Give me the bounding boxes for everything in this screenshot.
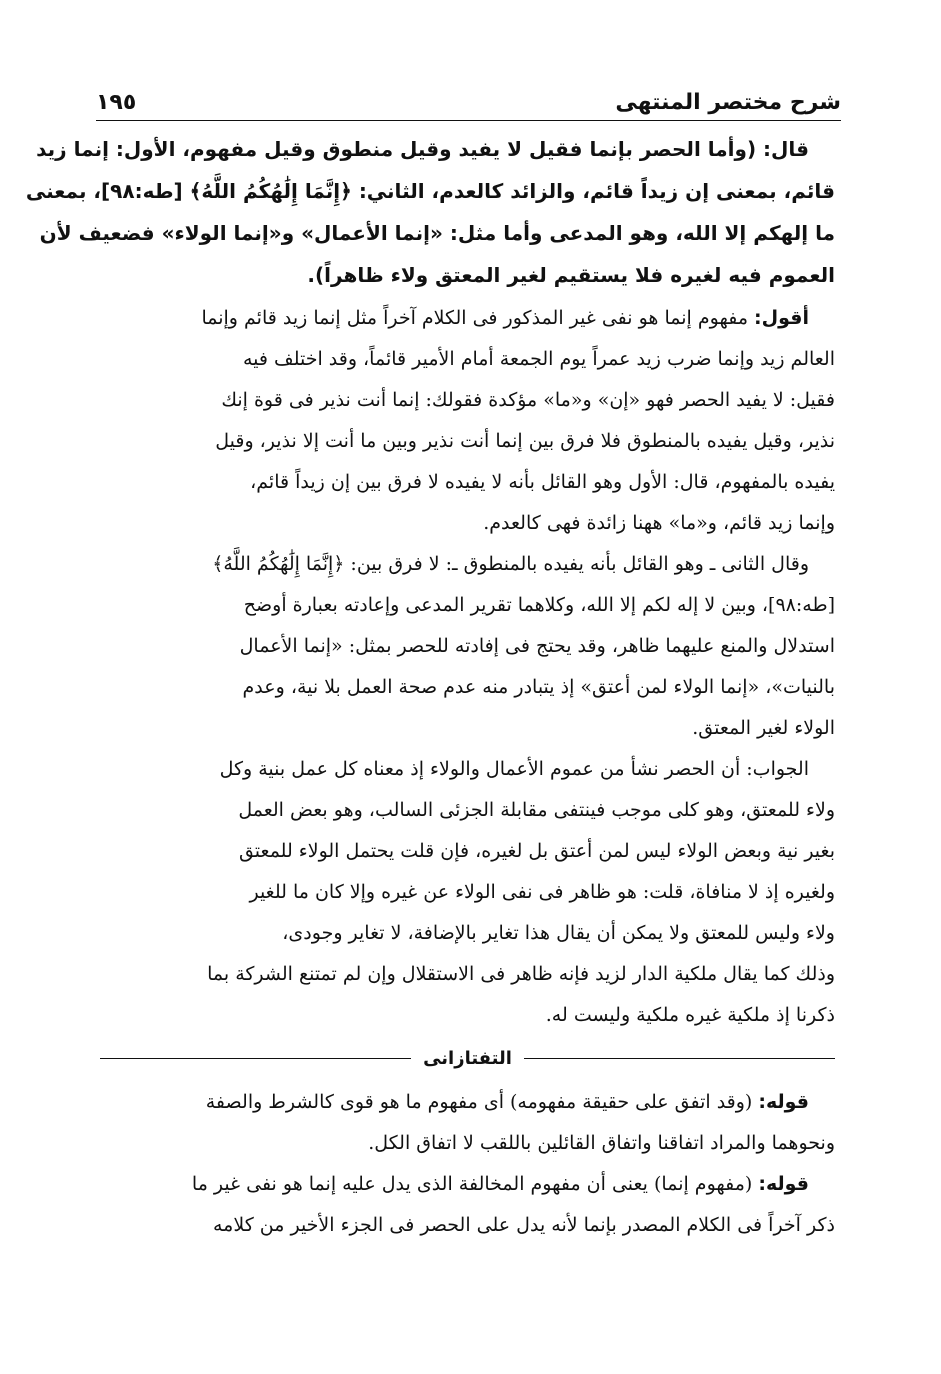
note-text: (مفهوم إنما) يعنى أن مفهوم المخالفة الذى يدل عليه إنما هو نفى غير ما bbox=[191, 1173, 753, 1195]
qawluh-label: قوله: bbox=[758, 1173, 809, 1195]
qawluh-label: قوله: bbox=[758, 1091, 809, 1113]
sharh-line: [طه:٩٨]، وبين لا إله لكم إلا الله، وكلاهما تقرير المدعى وإعادته بعبارة أوضح bbox=[243, 594, 835, 616]
separator-rule bbox=[524, 1058, 835, 1059]
running-title: شرح مختصر المنتهى bbox=[615, 90, 841, 115]
matn-line: العموم فيه لغيره فلا يستقيم لغير المعتق ولاء ظاهراً). bbox=[307, 263, 835, 287]
sharh-line: وذلك كما يقال ملكية الدار لزيد فإنه ظاهر فى الاستقلال وإن لم تمتنع الشركة بما bbox=[207, 963, 835, 985]
matn-line: قال: (وأما الحصر بإنما فقيل لا يفيد وقيل منطوق وقيل مفهوم، الأول: إنما زيد bbox=[36, 137, 809, 161]
sharh-text: مفهوم إنما هو نفى غير المذكور فى الكلام آخراً مثل إنما زيد قائم وإنما bbox=[201, 307, 748, 329]
sharh-line: نذير، وقيل يفيده بالمنطوق فلا فرق بين إنما أنت نذير وبين ما أنت إلا نذير، وقيل bbox=[215, 430, 835, 452]
sharh-paragraph-1 bbox=[100, 298, 835, 544]
aqul-label: أقول: bbox=[754, 307, 809, 329]
sharh-paragraph-2 bbox=[100, 544, 835, 749]
note-line bbox=[100, 1082, 835, 1123]
sharh-line: وإنما زيد قائم، و«ما» ههنا زائدة فهى كالعدم. bbox=[483, 512, 835, 534]
sharh-line: فقيل: لا يفيد الحصر فهو «إن» و«ما» مؤكدة فقولك: إنما أنت نذير فى قوة إنك bbox=[221, 389, 835, 411]
sharh-line bbox=[100, 298, 835, 339]
sharh-paragraph-3 bbox=[100, 749, 835, 1036]
hashiya-notes bbox=[100, 1082, 835, 1246]
sharh-line: العالم زيد وإنما ضرب زيد عمراً يوم الجمعة أمام الأمير قائماً، وقد اختلف فيه bbox=[242, 348, 835, 370]
sharh-line: الولاء لغير المعتق. bbox=[692, 717, 835, 739]
sharh-line: بغير نية وبعض الولاء ليس لمن أعتق بل لغيره، فإن قلت يحتمل الولاء للمعتق bbox=[238, 840, 835, 862]
sharh-line: يفيده بالمفهوم، قال: الأول وهو القائل بأنه لا يفيده لا فرق بين إن زيداً قائم، bbox=[250, 471, 835, 493]
note-text: (وقد اتفق على حقيقة مفهومه) أى مفهوم ما هو قوى كالشرط والصفة bbox=[205, 1091, 753, 1113]
sharh-line: وقال الثانى ـ وهو القائل بأنه يفيده بالمنطوق ـ: لا فرق بين: ﴿إِنَّمَا إِلَٰهُكُمُ اللَّهُ﴾ bbox=[212, 553, 809, 575]
sharh-line: ولاء للمعتق، وهو كلى موجب فينتفى مقابلة الجزئى السالب، وهو بعض العمل bbox=[238, 799, 835, 821]
separator-rule bbox=[100, 1058, 411, 1059]
matn-paragraph bbox=[25, 128, 835, 296]
page-header bbox=[96, 80, 841, 121]
sharh-line: ولغيره إذ لا منافاة، قلت: هو ظاهر فى نفى الولاء عن غيره وإلا كان ما للغير bbox=[249, 881, 835, 903]
commentary-separator bbox=[100, 1040, 835, 1076]
sharh-line: الجواب: أن الحصر نشأ من عموم الأعمال والولاء إذ معناه كل عمل بنية وكل bbox=[219, 758, 809, 780]
sharh-line: بالنيات»، «إنما الولاء لمن أعتق» إذ يتبادر منه عدم صحة العمل بلا نية، وعدم bbox=[242, 676, 835, 698]
note-line: ذكر آخراً فى الكلام المصدر بإنما لأنه يدل على الحصر فى الجزء الأخير من كلامه bbox=[213, 1214, 835, 1236]
matn-line: ما إلهكم إلا الله، وهو المدعى وأما مثل: «إنما الأعمال» و«إنما الولاء» فضعيف لأن bbox=[39, 221, 835, 245]
separator-label: التفتازانى bbox=[423, 1047, 512, 1069]
sharh-line: ذكرنا إذ ملكية غيره ملكية وليست له. bbox=[545, 1004, 835, 1026]
note-line: ونحوهما والمراد اتفاقنا واتفاق القائلين باللقب لا اتفاق الكل. bbox=[368, 1132, 835, 1154]
page-body bbox=[25, 128, 835, 1246]
sharh-line: ولاء وليس للمعتق ولا يمكن أن يقال هذا تغاير بالإضافة، لا تغاير وجودى، bbox=[282, 922, 835, 944]
note-line bbox=[100, 1164, 835, 1205]
sharh-line: استدلال والمنع عليهما ظاهر، وقد يحتج فى إفادته للحصر بمثل: «إنما الأعمال bbox=[239, 635, 835, 657]
matn-line: قائم، بمعنى إن زيداً قائم، والزائد كالعدم، الثاني: ﴿إِنَّمَا إِلَٰهُكُمُ اللَّهُ﴾ [طه:٩٨]، بمعنى bbox=[25, 179, 835, 203]
page-number: ١٩٥ bbox=[96, 90, 137, 115]
